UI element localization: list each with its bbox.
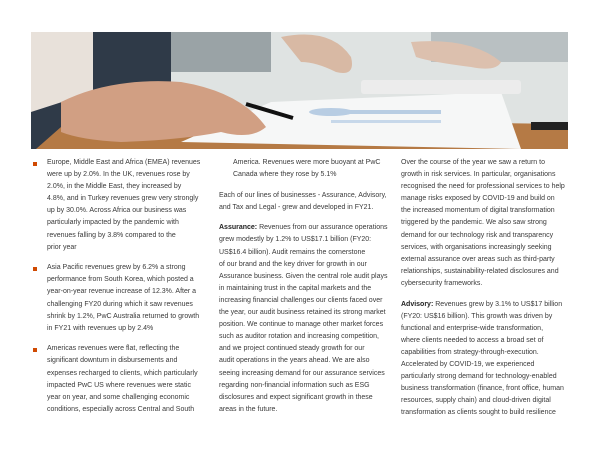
text-line: year-on-year revenue increase of 12.3%. After a xyxy=(47,288,197,296)
americas-continued xyxy=(219,157,399,181)
text-line: conditions, especially across Central and South xyxy=(47,405,195,413)
text-line: increasing financial challenges our clients faced over xyxy=(219,296,383,304)
text-line: prior year xyxy=(47,243,77,251)
text-line: seeing increasing demand for our assurance services xyxy=(219,369,385,377)
text-line: transformation as clients sought to build resilience xyxy=(401,409,556,417)
text-line: and Tax and Legal - grew and developed in FY21. xyxy=(219,203,374,211)
text-line: areas in the future. xyxy=(219,405,278,413)
hands-with-pen-photo-illustration xyxy=(31,32,568,149)
text-line: such as auditor rotation and increasing competition, xyxy=(219,333,379,341)
text-line: relationships, sustainability-related disclosures and xyxy=(401,267,559,275)
text-line: manage risks exposed by COVID-19 and build on xyxy=(401,195,555,203)
text-line: cybersecurity frameworks. xyxy=(401,279,483,287)
column-3 xyxy=(401,157,591,428)
text-line: particularly impacted by the pandemic with xyxy=(47,219,179,227)
text-line: particularly strong demand for technology-enabled xyxy=(401,373,557,381)
text-line: capabilities from strategy-through-execution. xyxy=(401,348,539,356)
text-line: triggered by the pandemic. We also saw strong xyxy=(401,219,547,227)
text-line: Americas revenues were flat, reflecting the xyxy=(47,345,180,353)
text-line: Europe, Middle East and Africa (EMEA) revenues xyxy=(47,159,201,166)
text-line: expenses recharged to clients, which particularly xyxy=(47,369,198,377)
bullet-marker-icon xyxy=(33,267,37,271)
text-line: where clients needed to access a broad set of xyxy=(401,336,544,344)
text-line: regarding non-financial information such as ESG xyxy=(219,381,370,389)
bullet-asia-pacific xyxy=(33,262,213,335)
lines-of-business-intro xyxy=(219,190,399,214)
text-line: year on year, and some challenging economic xyxy=(47,393,190,401)
text-line: up by 30.0%. Across Africa our business was xyxy=(47,207,187,215)
text-line: revenues falling by 3.8% compared to the xyxy=(47,231,176,239)
text-line: the year, our audit business retained its strong market xyxy=(219,309,386,317)
advisory-paragraph xyxy=(401,299,591,420)
text-line: (FY20: US$16 billion). This growth was driven by xyxy=(401,312,553,320)
bullet-marker-icon xyxy=(33,348,37,352)
text-line: resources, supply chain) and cloud-driven digital xyxy=(401,397,551,405)
text-line: in maintaining trust in the capital markets and the xyxy=(219,284,372,292)
text-line: business transformation (finance, front office, human xyxy=(401,385,564,393)
text-line: 2.0%, in the Middle East, they increased by xyxy=(47,183,182,191)
text-line: the increased momentum of digital transformation xyxy=(401,207,555,215)
text-line: significant downturn in disbursements and xyxy=(47,357,178,365)
text-line: Each of our lines of businesses - Assurance, Advisory, xyxy=(219,191,387,199)
text-line: performance from South Korea, which posted a xyxy=(47,276,194,284)
text-line: Revenues from our assurance operations xyxy=(257,224,388,232)
text-line: growth in risk services. In particular, organisations xyxy=(401,171,556,179)
text-line: grew modestly by 1.2% to US$17.1 billion (FY20: xyxy=(219,236,372,244)
text-line: Accelerated by COVID-19, we experienced xyxy=(401,361,535,368)
text-line: challenging FY20 during which it saw revenues xyxy=(47,300,193,308)
column-1 xyxy=(33,157,213,424)
column-2 xyxy=(219,157,399,424)
text-line: impacted PwC US where revenues were static xyxy=(47,381,191,389)
text-line: of our brand and the key driver for growth in our xyxy=(219,260,367,268)
text-line: functional and enterprise-wide transformation, xyxy=(401,324,544,332)
header-photo xyxy=(31,32,568,149)
text-line: demand for our technology risk and transparency xyxy=(401,231,554,239)
text-line: US$16.4 billion). Audit remains the cornerstone xyxy=(219,248,366,256)
assurance-paragraph xyxy=(219,222,399,416)
risk-services-paragraph xyxy=(401,157,591,290)
text-line: position. We continue to manage other market forces xyxy=(219,321,384,329)
text-line: recognised the need for professional services to help xyxy=(401,183,565,191)
text-line: in FY21 with revenues up by 2.4% xyxy=(47,324,154,332)
text-line: audit operations in the years ahead. We are also xyxy=(219,357,370,365)
text-line: Assurance business. Given the central role audit plays xyxy=(219,272,388,280)
text-line: Canada where they rose by 5.1% xyxy=(233,171,337,179)
text-line: America. Revenues were more buoyant at PwC xyxy=(233,159,381,166)
bullet-marker-icon xyxy=(33,162,37,166)
text-line: were up by 2.0%. In the UK, revenues rose by xyxy=(47,171,190,179)
text-line: shrink by 1.2%, PwC Australia returned to growth xyxy=(47,312,200,320)
bullet-emea xyxy=(33,157,213,254)
text-line: services, with organisations increasingly seeking xyxy=(401,243,552,251)
text-line: 4.8%, and in Turkey revenues grew very strongly xyxy=(47,195,199,203)
text-line: external assurance over areas such as third-party xyxy=(401,255,555,263)
text-line: Revenues grew by 3.1% to US$17 billion xyxy=(433,300,563,308)
text-line: disclosures and expect significant growth in these xyxy=(219,393,373,401)
text-line: and we project continued steady growth for our xyxy=(219,345,365,353)
assurance-heading: Assurance: xyxy=(219,224,258,232)
text-line: Asia Pacific revenues grew by 6.2% a strong xyxy=(47,264,186,272)
advisory-heading: Advisory: xyxy=(401,300,434,308)
bullet-americas xyxy=(33,343,213,416)
text-line: Over the course of the year we saw a return to xyxy=(401,159,545,166)
